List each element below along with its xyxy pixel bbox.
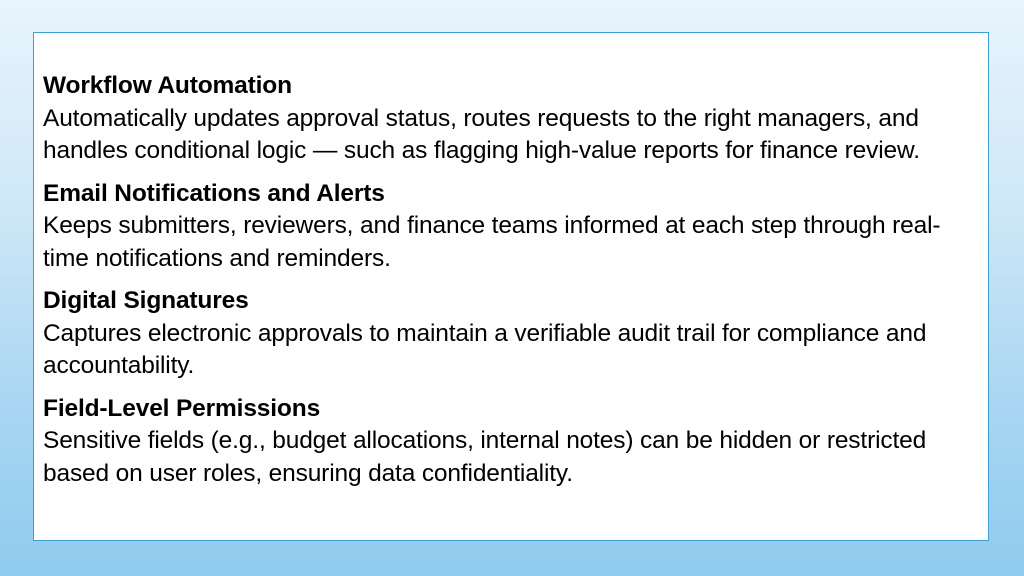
feature-email-notifications [43, 178, 973, 276]
feature-description: Keeps submitters, reviewers, and finance teams informed at each step through real-time notifications and reminders. [43, 212, 941, 272]
feature-description: Sensitive fields (e.g., budget allocations, internal notes) can be hidden or restricted based on user roles, ensuring data confidentiality. [43, 427, 927, 487]
feature-workflow-automation [43, 70, 973, 168]
feature-title: Field-Level Permissions [43, 394, 321, 422]
feature-description: Captures electronic approvals to maintain a verifiable audit trail for compliance and accountability. [43, 319, 927, 379]
feature-description: Automatically updates approval status, routes requests to the right managers, and handles conditional logic — such as flagging high-value reports for finance review. [43, 104, 920, 164]
content-card [33, 32, 989, 541]
feature-digital-signatures [43, 285, 973, 383]
feature-title: Workflow Automation [43, 72, 292, 99]
feature-list [43, 70, 973, 500]
feature-title: Email Notifications and Alerts [43, 179, 385, 207]
feature-title: Digital Signatures [43, 287, 249, 314]
feature-field-level-permissions [43, 393, 973, 491]
